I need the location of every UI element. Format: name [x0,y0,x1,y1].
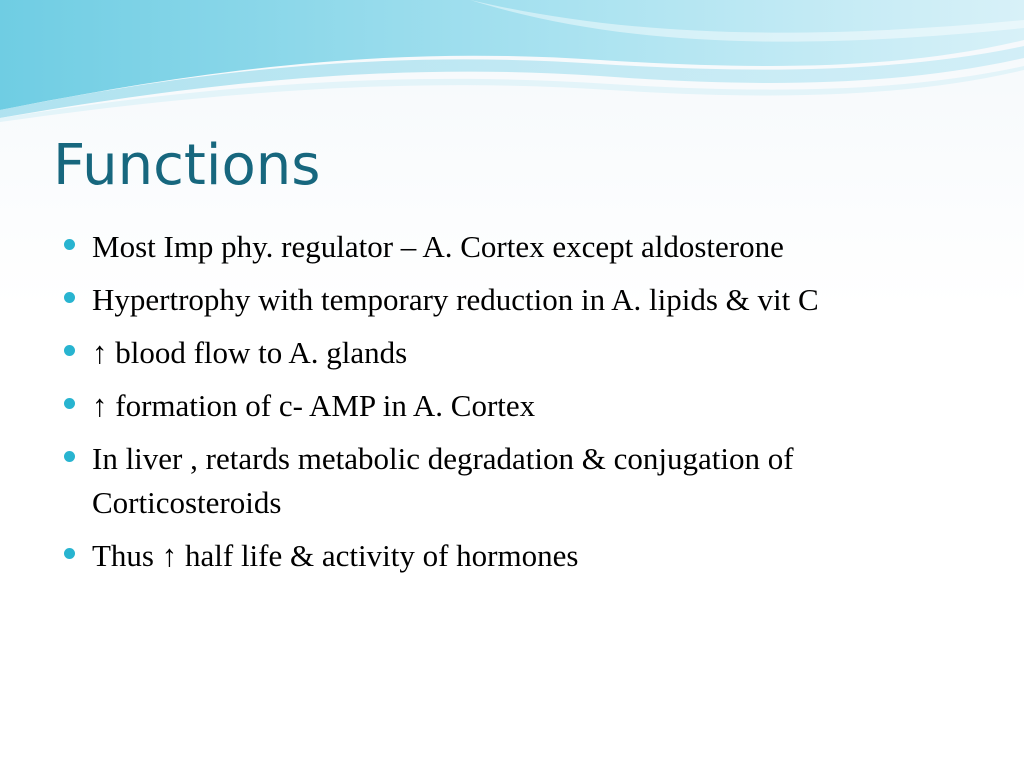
list-item [64,534,964,578]
list-item [64,437,964,525]
bullet-dot-icon [64,345,75,356]
bullet-text: ↑ formation of c- AMP in A. Cortex [92,388,536,423]
bullet-text: Hypertrophy with temporary reduction in A. lipids & vit C [92,282,819,317]
bullet-dot-icon [64,398,75,409]
list-item [64,225,964,269]
bullet-dot-icon [64,292,75,303]
slide-title: Functions [53,133,321,198]
bullet-list [64,225,964,587]
bullet-dot-icon [64,239,75,250]
list-item [64,278,964,322]
bullet-text: Thus ↑ half life & activity of hormones [92,538,579,573]
decorative-wave-banner [0,0,1024,130]
bullet-dot-icon [64,548,75,559]
bullet-text: ↑ blood flow to A. glands [92,335,408,370]
bullet-text: Most Imp phy. regulator – A. Cortex except aldosterone [92,229,784,264]
list-item [64,331,964,375]
bullet-dot-icon [64,451,75,462]
list-item [64,384,964,428]
bullet-text: In liver , retards metabolic degradation & conjugation of Corticosteroids [92,441,794,520]
